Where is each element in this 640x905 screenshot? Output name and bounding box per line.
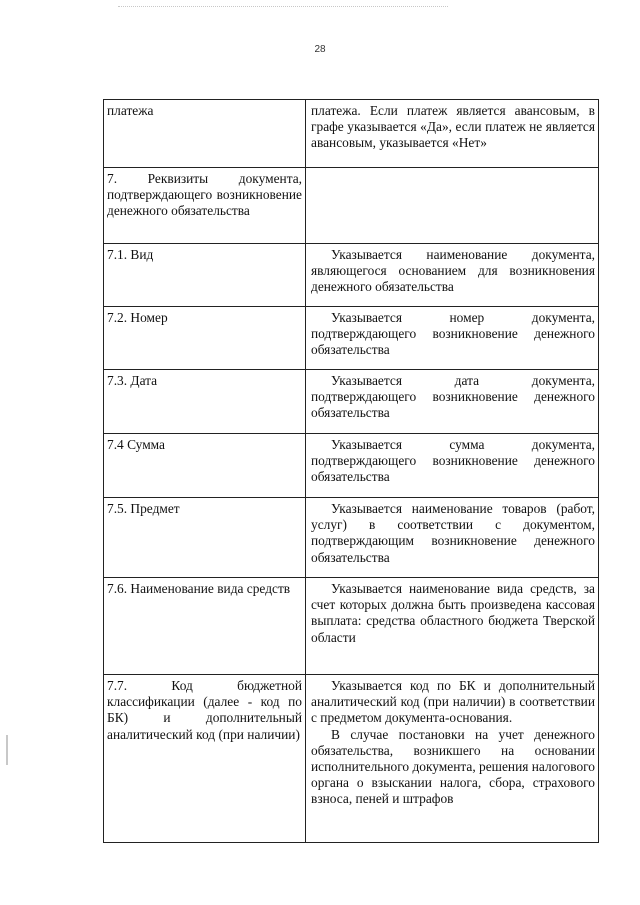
row-desc-cell <box>306 168 599 244</box>
row-description: Указывается дата документа, подтверждающего возникновение денежного обязательства <box>311 373 595 421</box>
row-label-cell <box>104 370 306 434</box>
row-label: 7.3. Дата <box>107 373 158 388</box>
row-label-cell <box>104 100 306 168</box>
row-desc-cell <box>306 675 599 843</box>
row-description <box>306 168 598 171</box>
table-row <box>104 168 599 244</box>
row-desc-cell <box>306 307 599 370</box>
row-description: платежа. Если платеж является авансовым, в графе указывается «Да», если платеж не является авансовым, указывается «Нет» <box>311 103 595 151</box>
row-label: платежа <box>107 103 154 118</box>
table-row <box>104 498 599 578</box>
row-desc-cell <box>306 370 599 434</box>
table-row <box>104 244 599 307</box>
requisites-table <box>103 99 599 843</box>
row-label: 7.2. Номер <box>107 310 168 325</box>
row-label: 7.7. Код бюджетной классификации (далее - код по БК) и дополнительный аналитический код (при наличии) <box>107 678 302 742</box>
row-desc-cell <box>306 434 599 498</box>
row-desc-cell <box>306 244 599 307</box>
row-label: 7.5. Предмет <box>107 501 180 516</box>
row-description-continued: В случае постановки на учет денежного обязательства, возникшего на основании исполнительного документа, решения налогового органа о взыскании налога, сбора, страхового взноса, пеней и штрафов <box>311 726 596 807</box>
row-label-cell <box>104 244 306 307</box>
table-row <box>104 675 599 843</box>
row-desc-cell <box>306 100 599 168</box>
row-label: 7. Реквизиты документа, подтверждающего возникновение денежного обязательства <box>107 171 302 219</box>
row-description: Указывается наименование вида средств, за счет которых должна быть произведена кассовая выплата: средства областного бюджета Тверской области <box>311 581 595 645</box>
row-label: 7.1. Вид <box>107 247 154 262</box>
scan-artifact-line <box>118 6 448 7</box>
page-number: 28 <box>314 44 326 55</box>
table-row <box>104 434 599 498</box>
row-label-cell <box>104 498 306 578</box>
row-label-cell <box>104 307 306 370</box>
row-description: Указывается код по БК и дополнительный аналитический код (при наличии) в соответствии с предметом документа-основания. <box>311 678 595 726</box>
row-desc-cell <box>306 578 599 675</box>
row-description: Указывается наименование документа, являющегося основанием для возникновения денежного обязательства <box>311 247 595 295</box>
scan-margin-mark <box>6 735 8 765</box>
table-row <box>104 100 599 168</box>
row-description: Указывается сумма документа, подтверждающего возникновение денежного обязательства <box>311 437 595 485</box>
table-row <box>104 578 599 675</box>
table-row <box>104 307 599 370</box>
row-description: Указывается наименование товаров (работ, услуг) в соответствии с документом, подтверждающим возникновение денежного обязательства <box>311 501 595 565</box>
row-desc-cell <box>306 498 599 578</box>
row-label-cell <box>104 578 306 675</box>
row-label-cell <box>104 675 306 843</box>
row-description: Указывается номер документа, подтверждающего возникновение денежного обязательства <box>311 310 595 358</box>
row-label-cell <box>104 434 306 498</box>
row-label: 7.4 Сумма <box>107 437 166 452</box>
row-label: 7.6. Наименование вида средств <box>107 581 291 596</box>
row-label-cell <box>104 168 306 244</box>
table-row <box>104 370 599 434</box>
